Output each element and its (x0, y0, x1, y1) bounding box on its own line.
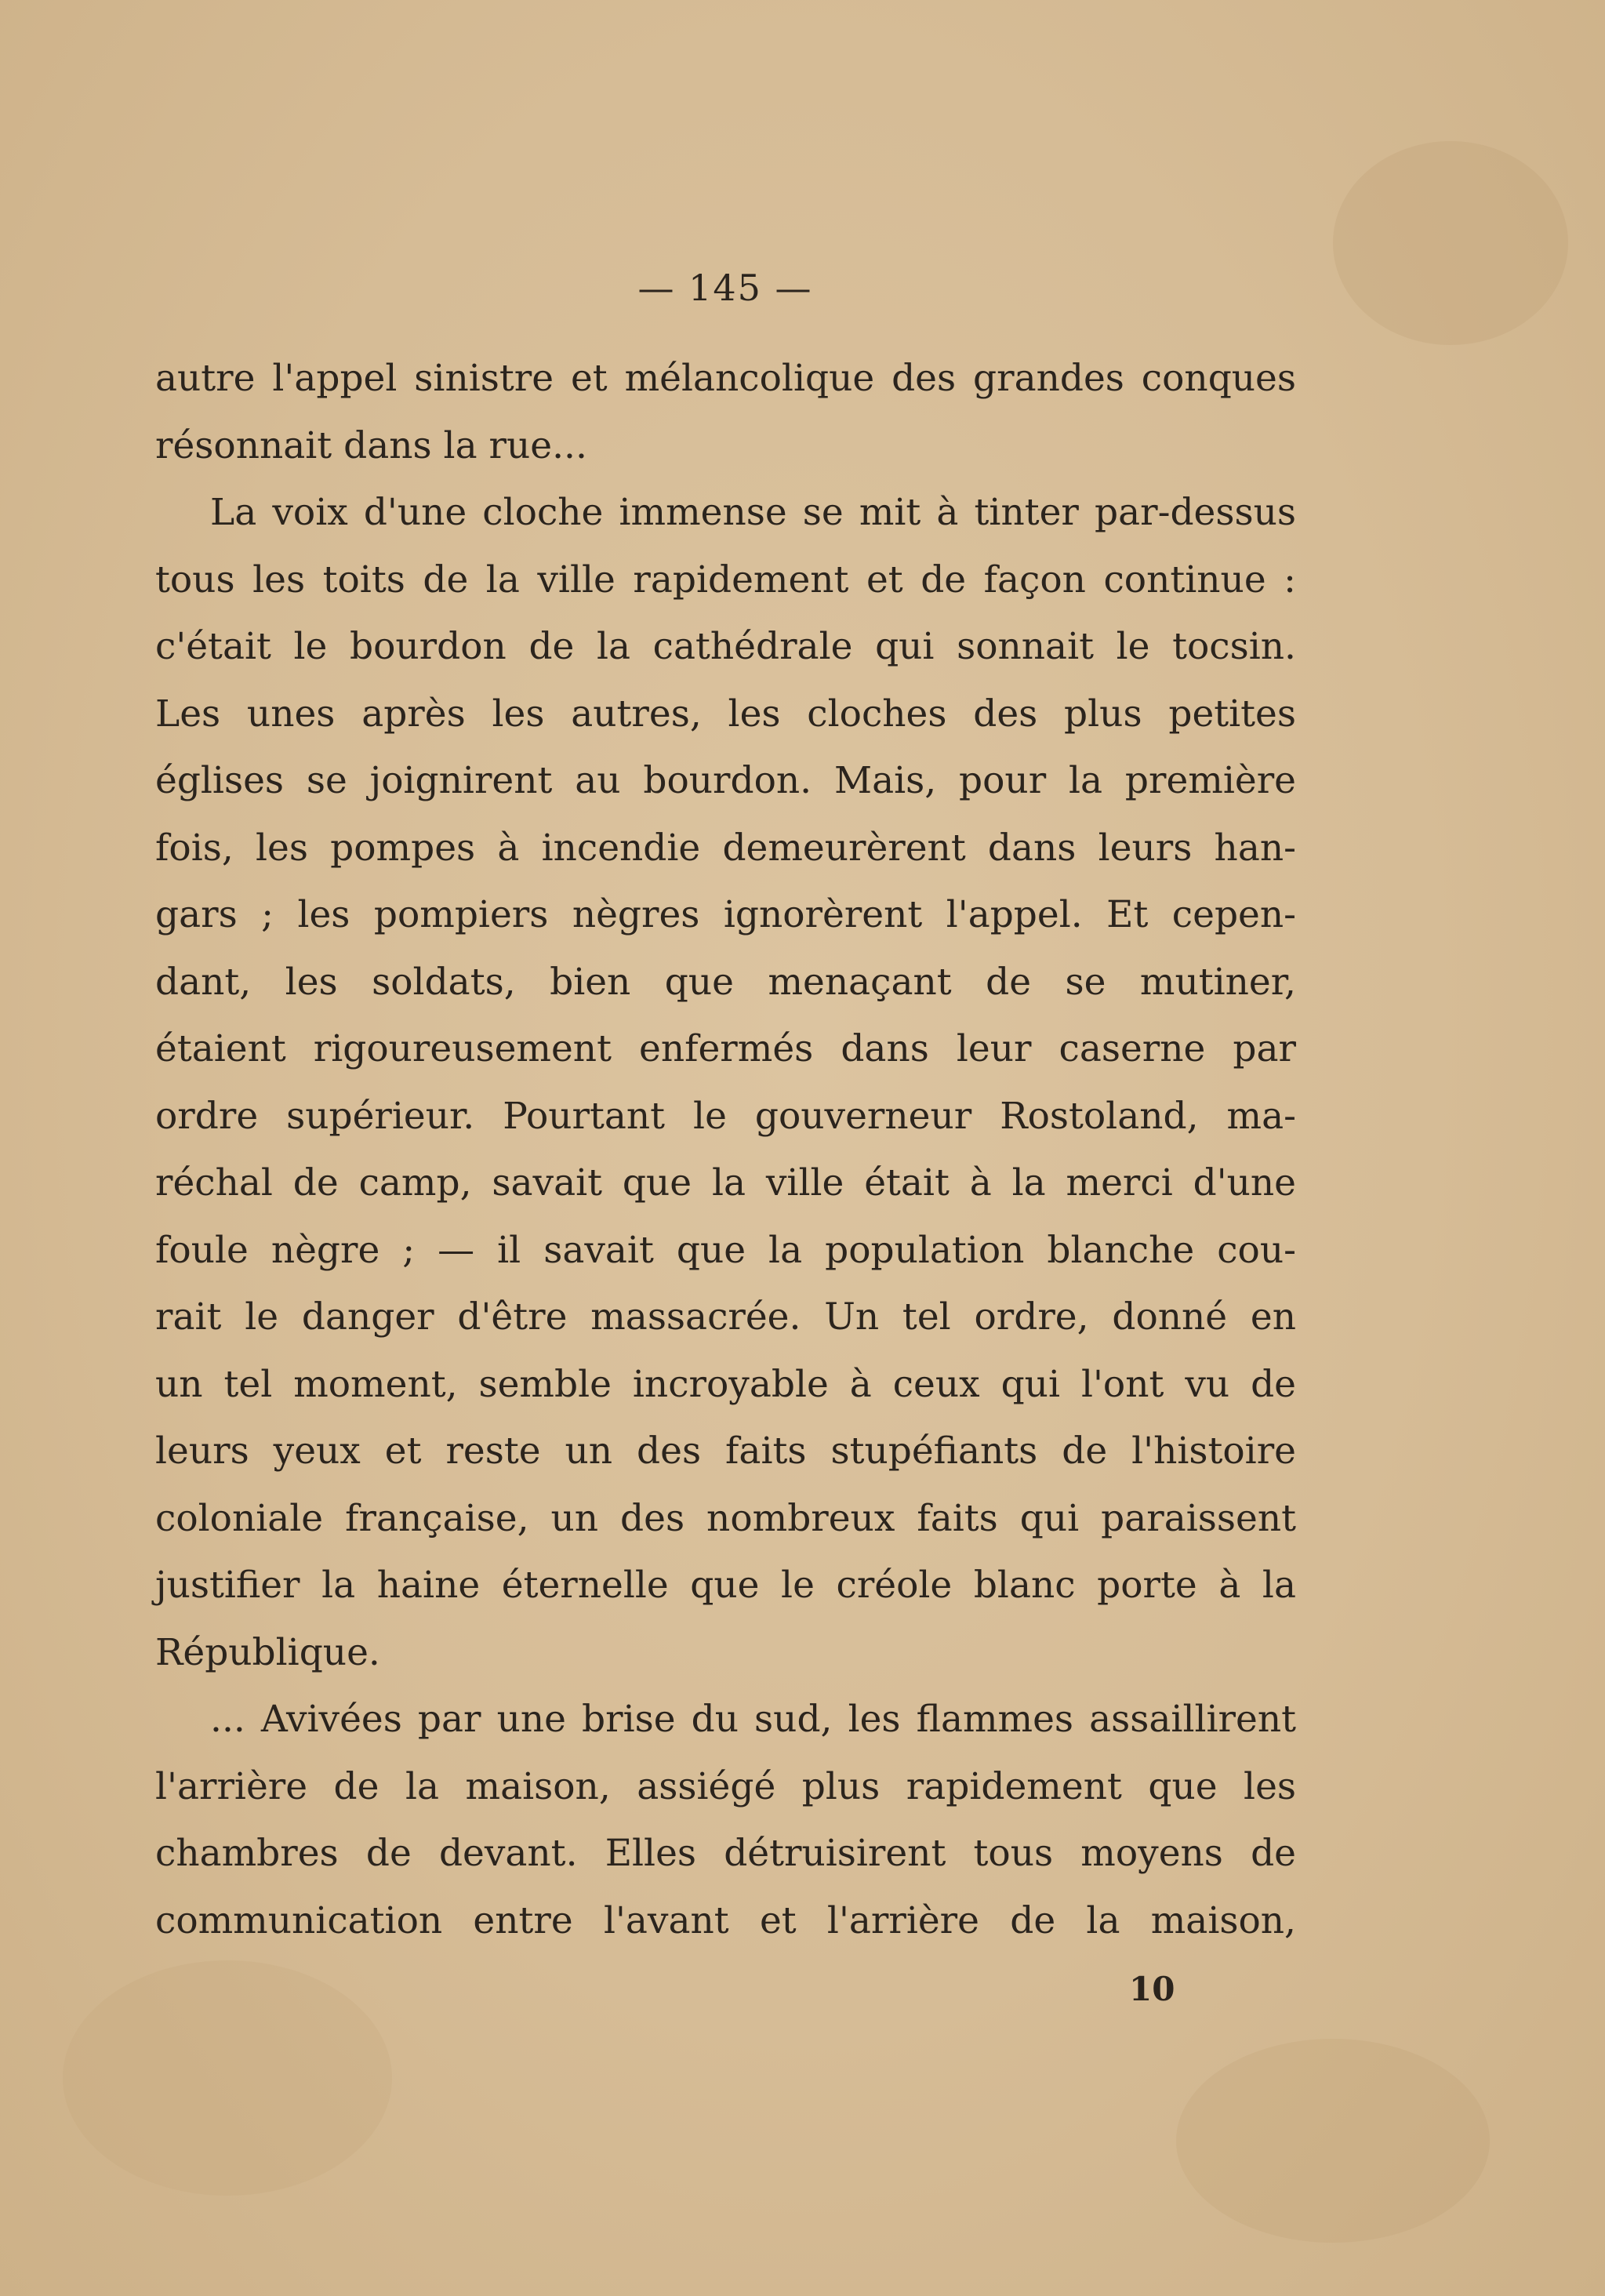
text-line: chambres de devant. Elles détruisirent tous moyens de (155, 1832, 1296, 1875)
text-line: La voix d'une cloche immense se mit à tinter par-dessus (210, 491, 1296, 534)
text-line: résonnait dans la rue... (155, 423, 587, 467)
text-line: l'arrière de la maison, assiégé plus rapidement que les (155, 1764, 1296, 1808)
text-line: dant, les soldats, bien que menaçant de se mutiner, (155, 960, 1296, 1004)
text-line: coloniale française, un des nombreux faits qui paraissent (155, 1496, 1296, 1540)
text-line: étaient rigoureusement enfermés dans leur caserne par (155, 1027, 1296, 1070)
paper-stain (1333, 141, 1568, 345)
body-text (155, 345, 1296, 1954)
page-number: — 145 — (637, 267, 813, 309)
text-line: autre l'appel sinistre et mélancolique des grandes conques (155, 357, 1296, 400)
text-line: communication entre l'avant et l'arrière de la maison, (155, 1898, 1296, 1942)
paper-stain (1176, 2039, 1490, 2243)
text-line: c'était le bourdon de la cathédrale qui sonnait le tocsin. (155, 625, 1296, 668)
text-line: leurs yeux et reste un des faits stupéfiants de l'histoire (155, 1430, 1296, 1473)
text-line: Les unes après les autres, les cloches des plus petites (155, 692, 1296, 736)
text-line: gars ; les pompiers nègres ignorèrent l'appel. Et cepen- (155, 893, 1296, 936)
text-line: foule nègre ; — il savait que la population blanche cou- (155, 1228, 1296, 1272)
paper-stain (63, 1960, 392, 2196)
text-line: justifier la haine éternelle que le créole blanc porte à la (155, 1564, 1296, 1607)
text-line: églises se joignirent au bourdon. Mais, pour la première (155, 759, 1296, 802)
text-line: ordre supérieur. Pourtant le gouverneur Rostoland, ma- (155, 1094, 1296, 1138)
text-line: fois, les pompes à incendie demeurèrent dans leurs han- (155, 826, 1296, 870)
text-line: ... Avivées par une brise du sud, les flammes assaillirent (210, 1698, 1296, 1741)
text-line: tous les toits de la ville rapidement et de façon continue : (155, 558, 1296, 601)
text-line: réchal de camp, savait que la ville était à la merci d'une (155, 1161, 1296, 1204)
text-line: un tel moment, semble incroyable à ceux qui l'ont vu de (155, 1362, 1296, 1406)
signature-mark: 10 (1129, 1970, 1175, 2008)
text-line: République. (155, 1630, 380, 1674)
text-line: rait le danger d'être massacrée. Un tel ordre, donné en (155, 1295, 1296, 1339)
